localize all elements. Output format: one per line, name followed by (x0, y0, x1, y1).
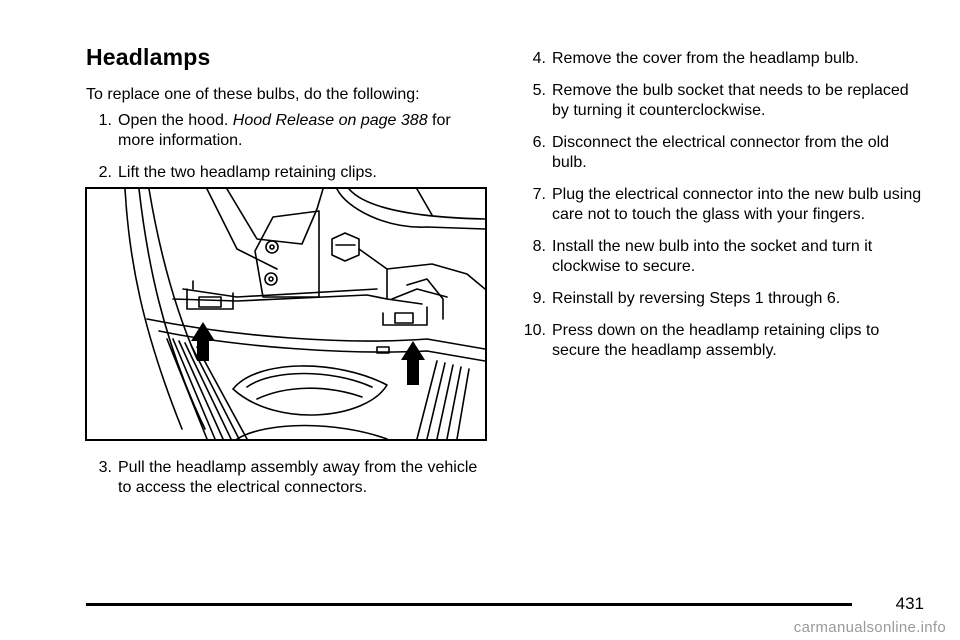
step-text: Pull the headlamp assembly away from the vehicle to access the electrical connectors. (118, 459, 478, 496)
footer-divider (86, 603, 852, 606)
step-number: 7. (532, 186, 546, 203)
headlamp-clips-illustration (85, 187, 487, 441)
step-number: 8. (532, 238, 546, 255)
list-item (500, 237, 925, 277)
steps-list-part-1 (86, 111, 486, 195)
step-number: 9. (532, 290, 546, 307)
step-text: Install the new bulb into the socket and turn it clockwise to secure. (552, 238, 873, 275)
step-number: 4. (532, 50, 546, 67)
intro-text: To replace one of these bulbs, do the following: (86, 86, 420, 103)
step-text: Remove the bulb socket that needs to be replaced by turning it counterclockwise. (552, 82, 909, 119)
list-item (86, 458, 486, 498)
cross-reference-link[interactable]: Hood Release on page 388 (232, 112, 428, 129)
step-number: 6. (532, 134, 546, 151)
step-text: Plug the electrical connector into the new bulb using care not to touch the glass with your fingers. (552, 186, 922, 223)
step-number: 3. (98, 459, 112, 476)
list-item (500, 185, 925, 225)
step-text: Open the hood. (118, 112, 233, 129)
list-item (500, 289, 925, 309)
step-text: Lift the two headlamp retaining clips. (118, 164, 377, 181)
steps-list-part-2 (86, 458, 486, 510)
step-text: Remove the cover from the headlamp bulb. (552, 50, 859, 67)
step-text: Disconnect the electrical connector from the old bulb. (552, 134, 890, 171)
step-text: Reinstall by reversing Steps 1 through 6. (552, 290, 841, 307)
list-item (500, 81, 925, 121)
watermark-text: carmanualsonline.info (793, 619, 946, 636)
step-number: 5. (532, 82, 546, 99)
step-text-continued: for more information. (118, 112, 451, 149)
step-number: 2. (98, 164, 112, 181)
list-item (500, 49, 925, 69)
page-number: 431 (895, 594, 924, 613)
list-item (500, 321, 925, 361)
list-item (86, 163, 486, 183)
section-title: Headlamps (86, 44, 211, 70)
list-item (86, 111, 486, 151)
steps-list-column-2 (500, 49, 925, 373)
step-number: 10. (523, 322, 546, 339)
step-number: 1. (98, 112, 112, 129)
list-item (500, 133, 925, 173)
step-text: Press down on the headlamp retaining clips to secure the headlamp assembly. (552, 322, 880, 359)
